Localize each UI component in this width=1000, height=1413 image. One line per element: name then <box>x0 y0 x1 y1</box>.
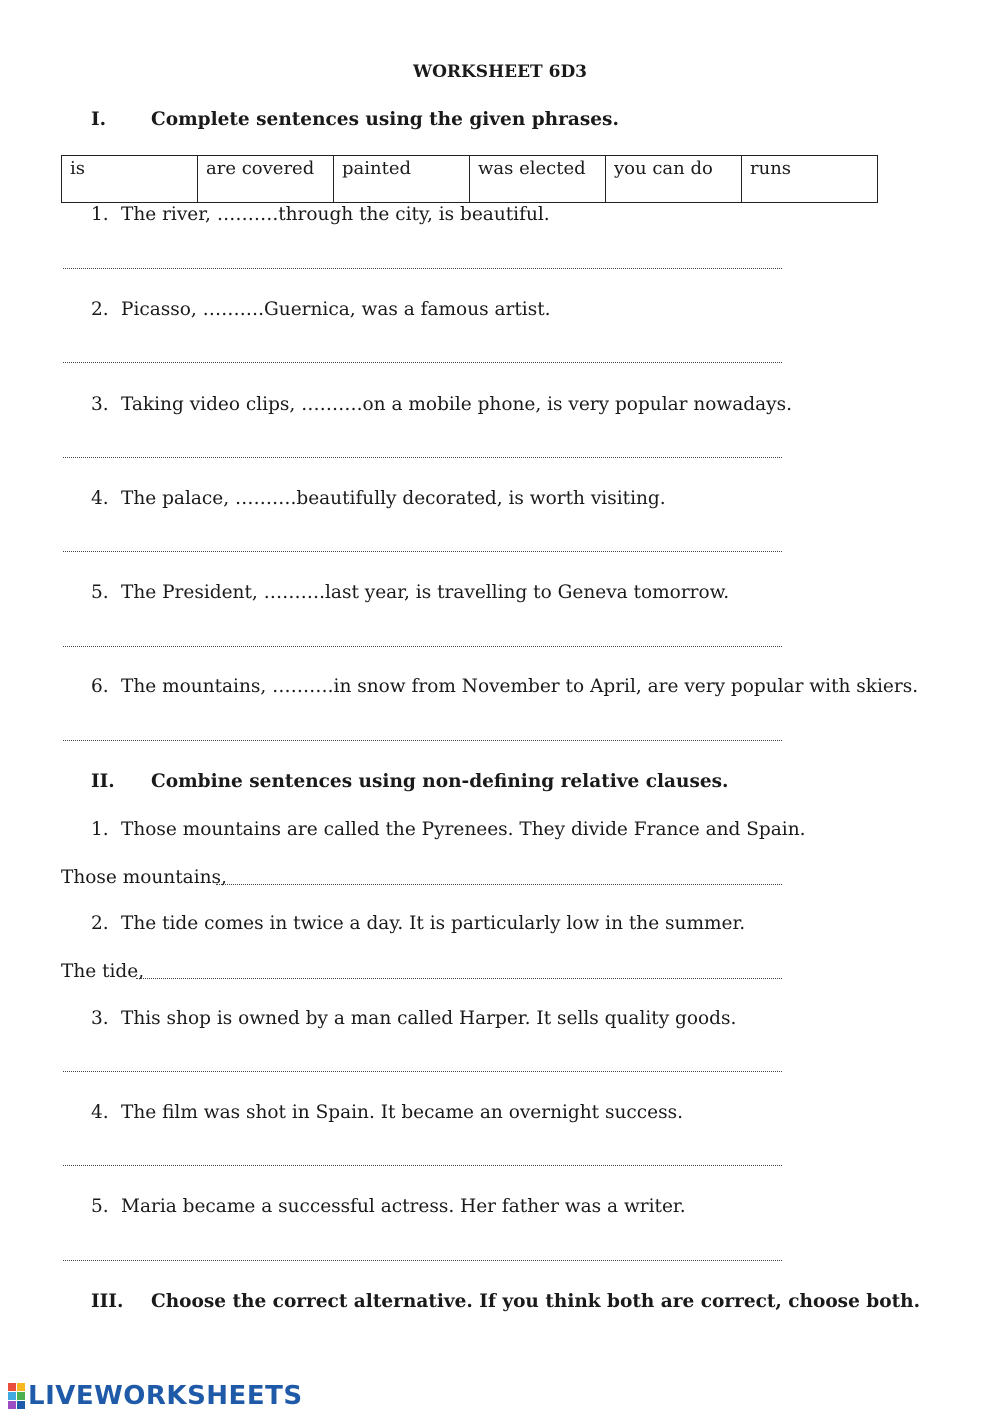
answer-line[interactable] <box>63 646 782 647</box>
section-1-instruction: Complete sentences using the given phrases. <box>151 109 619 130</box>
section-2-heading <box>91 771 891 795</box>
phrase-cell: runs <box>742 156 878 203</box>
section-2-instruction: Combine sentences using non-defining relative clauses. <box>151 771 729 792</box>
section-3-heading <box>91 1291 921 1315</box>
section-1-number: I. <box>91 109 107 130</box>
item-number: 4. <box>91 488 109 509</box>
answer-line[interactable] <box>63 268 782 269</box>
item-number: 3. <box>91 394 109 415</box>
worksheet-title: WORKSHEET 6D3 <box>412 62 588 82</box>
answer-line[interactable] <box>63 362 782 363</box>
item-sentence: The President, ……….last year, is travelling to Geneva tomorrow. <box>121 582 730 603</box>
answer-line[interactable] <box>63 457 782 458</box>
phrase-cell: is <box>62 156 198 203</box>
phrase-cell: you can do <box>606 156 742 203</box>
answer-prefix: The tide, <box>61 961 145 982</box>
item-sentence: The palace, ……….beautifully decorated, is worth visiting. <box>121 488 666 509</box>
item-sentence: The mountains, ……….in snow from November to April, are very popular with skiers. <box>121 676 919 697</box>
answer-line[interactable] <box>63 1071 782 1072</box>
item-number: 1. <box>91 204 109 225</box>
answer-line[interactable] <box>63 1260 782 1261</box>
phrase-cell: painted <box>334 156 470 203</box>
answer-prefix: Those mountains, <box>61 867 227 888</box>
section-3-instruction: Choose the correct alternative. If you think both are correct, choose both. <box>151 1291 921 1312</box>
answer-line[interactable] <box>136 978 782 979</box>
item-number: 3. <box>91 1008 109 1029</box>
section-3-number: III. <box>91 1291 124 1312</box>
item-sentence: Those mountains are called the Pyrenees. They divide France and Spain. <box>121 819 806 840</box>
item-number: 2. <box>91 299 109 320</box>
item-number: 6. <box>91 676 109 697</box>
answer-line[interactable] <box>63 551 782 552</box>
item-number: 2. <box>91 913 109 934</box>
item-number: 1. <box>91 819 109 840</box>
item-sentence: Taking video clips, ……….on a mobile phone, is very popular nowadays. <box>121 394 792 415</box>
item-sentence: The film was shot in Spain. It became an overnight success. <box>121 1102 683 1123</box>
item-sentence: The tide comes in twice a day. It is particularly low in the summer. <box>121 913 746 934</box>
phrase-cell: are covered <box>198 156 334 203</box>
section-2-number: II. <box>91 771 115 792</box>
phrase-cell: was elected <box>470 156 606 203</box>
phrase-bank-table <box>61 155 878 203</box>
liveworksheets-logo[interactable] <box>8 1382 303 1410</box>
item-sentence: Maria became a successful actress. Her father was a writer. <box>121 1196 686 1217</box>
item-sentence: Picasso, ……….Guernica, was a famous artist. <box>121 299 551 320</box>
item-sentence: This shop is owned by a man called Harper. It sells quality goods. <box>121 1008 737 1029</box>
liveworksheets-logo-icon <box>8 1383 25 1409</box>
item-number: 4. <box>91 1102 109 1123</box>
answer-line[interactable] <box>63 1165 782 1166</box>
item-number: 5. <box>91 582 109 603</box>
answer-line[interactable] <box>63 740 782 741</box>
item-sentence: The river, ……….through the city, is beautiful. <box>121 204 550 225</box>
logo-text: LIVEWORKSHEETS <box>28 1381 303 1411</box>
section-1-heading <box>91 109 891 133</box>
answer-line[interactable] <box>216 884 782 885</box>
item-number: 5. <box>91 1196 109 1217</box>
